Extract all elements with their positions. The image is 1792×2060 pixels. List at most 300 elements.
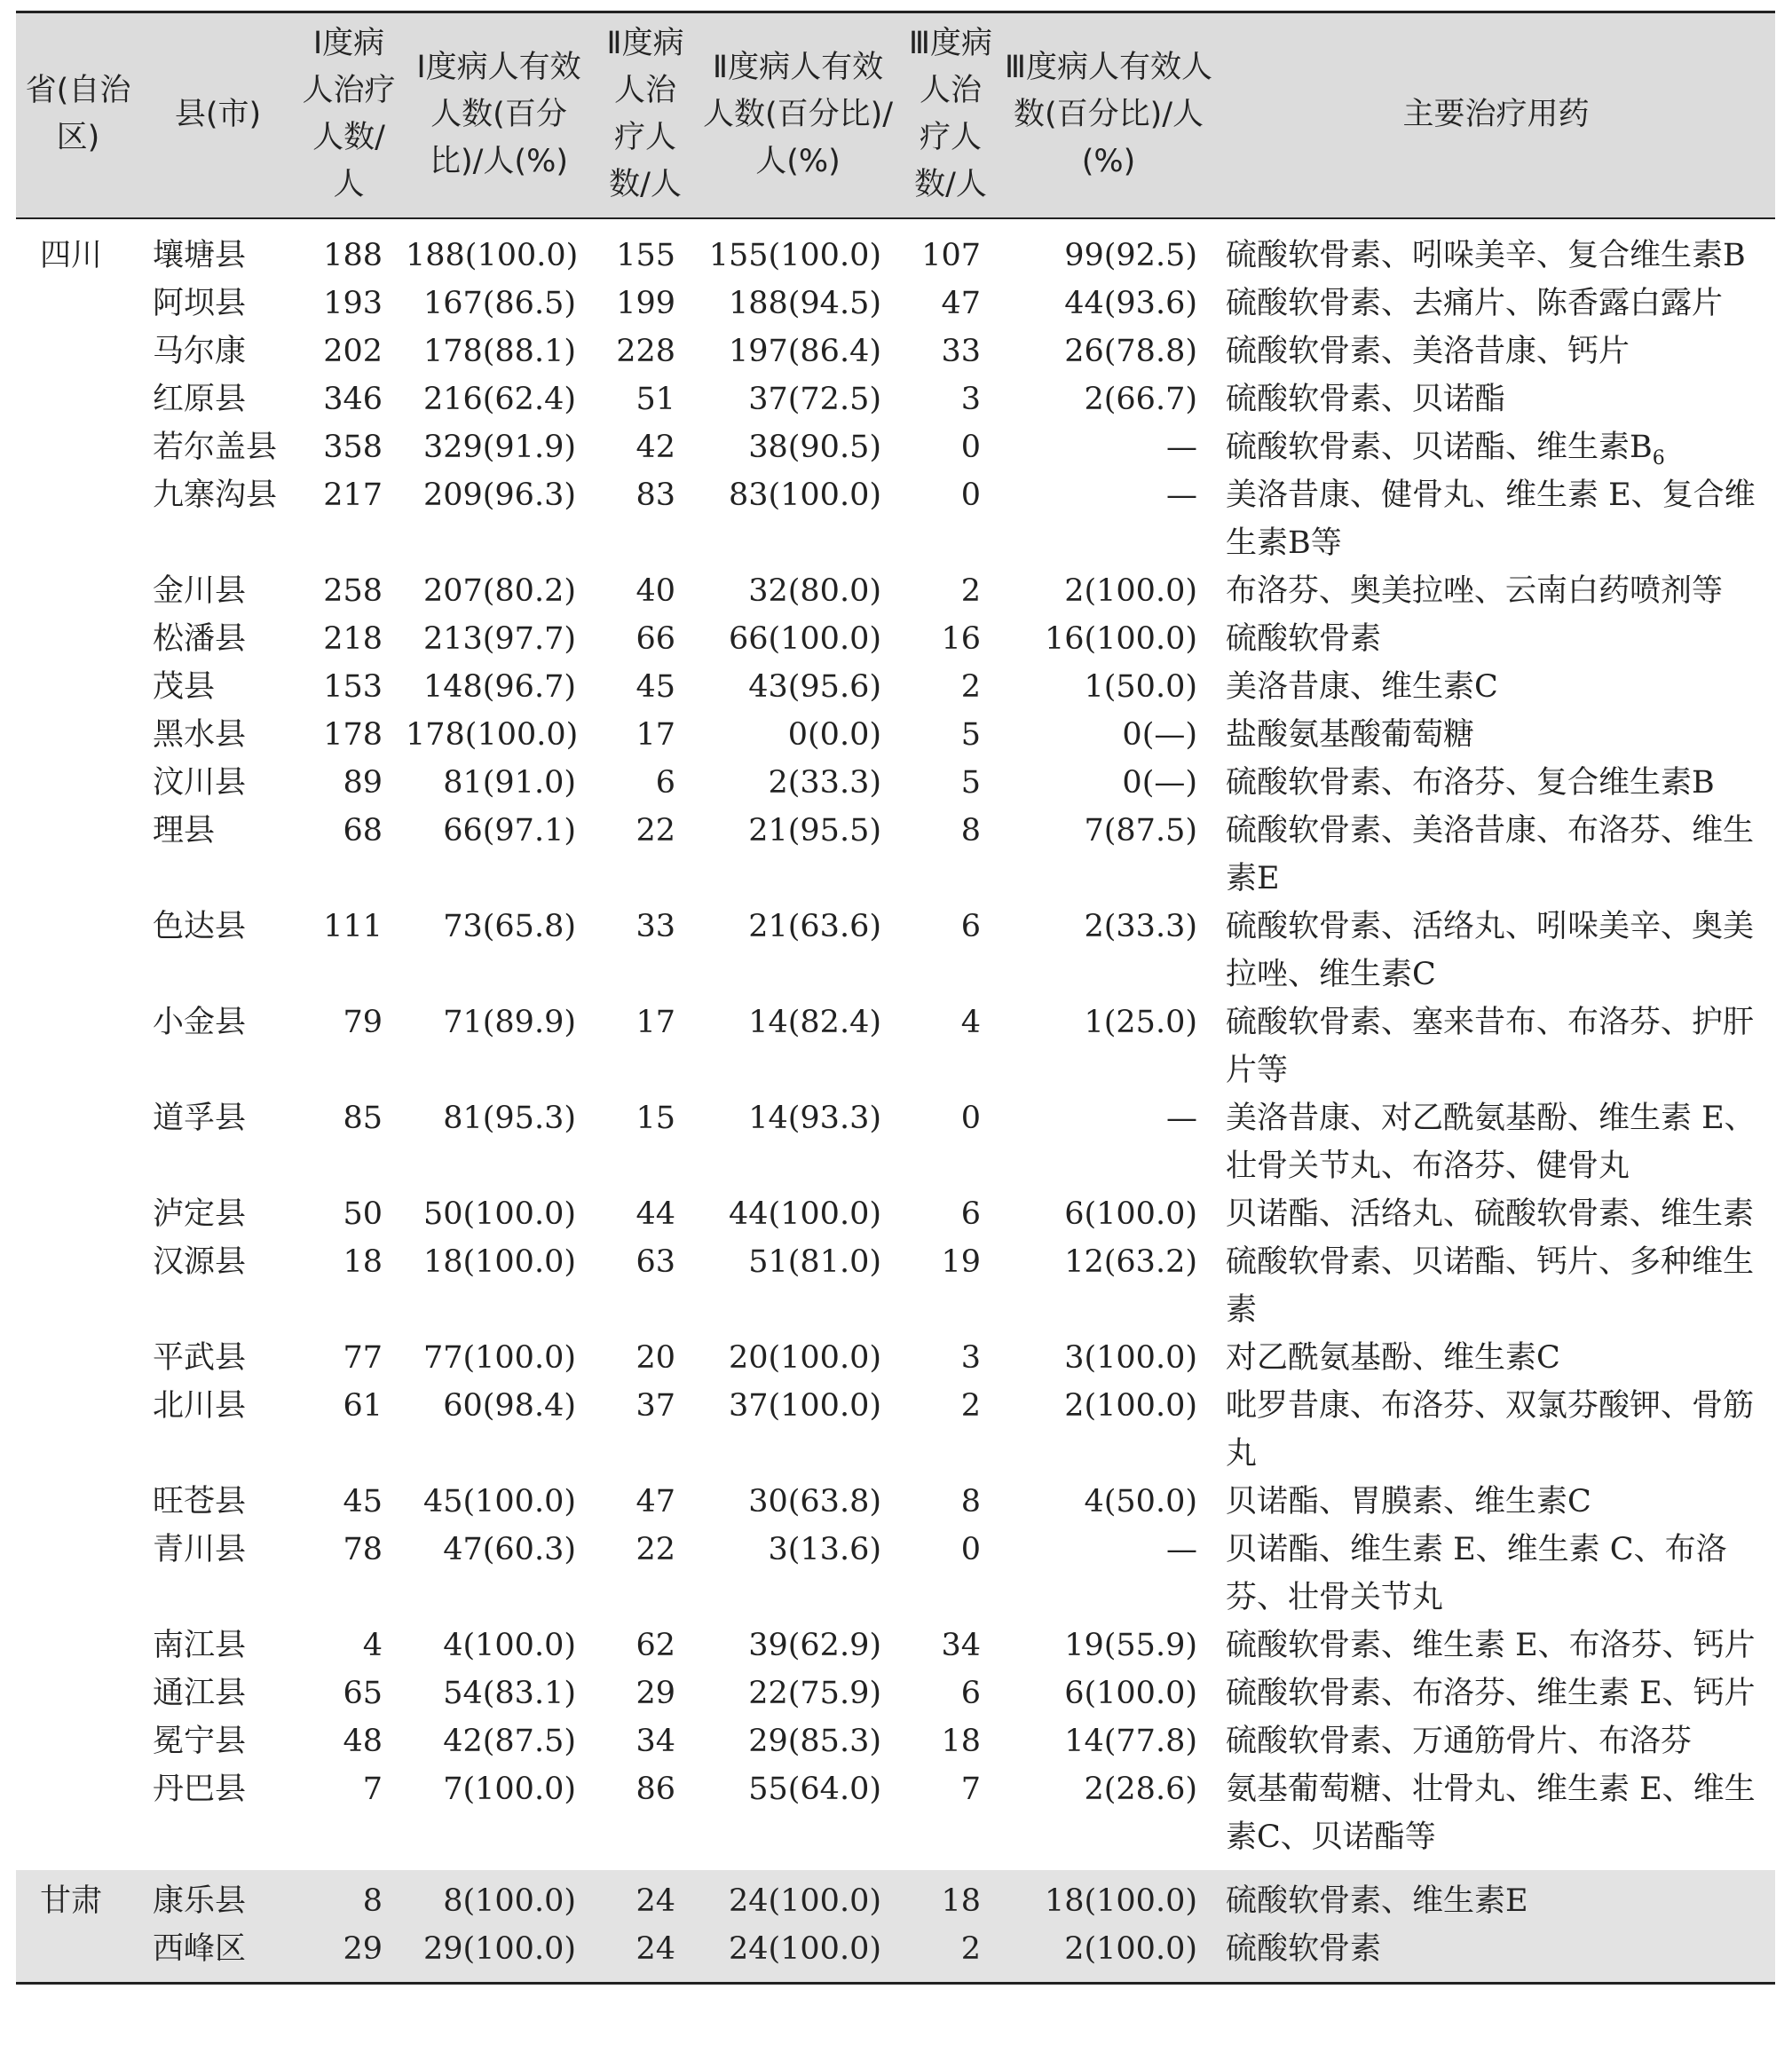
g1-treated-cell: 178 xyxy=(323,717,383,753)
drugs-cell xyxy=(1217,1190,1775,1238)
g1-treated-cell: 77 xyxy=(343,1340,383,1376)
drugs-text: 硫酸软骨素、贝诺酯 xyxy=(1226,382,1506,417)
g1-effective-cell: 7(100.0) xyxy=(443,1772,576,1807)
g2-effective-cell: 155(100.0) xyxy=(708,238,881,273)
g2-effective-cell: 38(90.5) xyxy=(748,430,881,465)
table-row xyxy=(16,471,1775,567)
province-cell xyxy=(16,711,140,759)
g1-effective-cell: 73(65.8) xyxy=(443,909,576,944)
province-cell xyxy=(16,375,140,423)
g3-treated-cell: 33 xyxy=(941,334,981,369)
g3-effective-cell: 3(100.0) xyxy=(1064,1340,1197,1376)
g3-effective-cell: 44(93.6) xyxy=(1064,286,1197,321)
province-cell xyxy=(16,1622,140,1669)
g3-treated-cell: 8 xyxy=(960,813,981,848)
g1-effective-cell: 66(97.1) xyxy=(443,813,576,848)
g2-treated-cell: 17 xyxy=(635,717,675,753)
g1-effective-cell: 42(87.5) xyxy=(443,1724,576,1759)
county-cell: 红原县 xyxy=(153,382,247,417)
g2-treated-cell: 51 xyxy=(635,382,675,417)
g2-effective-cell: 29(85.3) xyxy=(748,1724,881,1759)
drugs-cell xyxy=(1217,471,1775,567)
table-row xyxy=(16,903,1775,998)
table-row xyxy=(16,1334,1775,1382)
drugs-cell xyxy=(1217,1870,1775,1925)
province-cell xyxy=(16,328,140,375)
table-body xyxy=(16,218,1775,1984)
drugs-text: 硫酸软骨素、美洛昔康、钙片 xyxy=(1226,334,1630,369)
province-cell xyxy=(16,1478,140,1526)
drugs-text: 硫酸软骨素、塞来昔布、布洛芬、护肝片等 xyxy=(1226,1005,1755,1088)
g1-treated-cell: 358 xyxy=(323,430,383,465)
table-row xyxy=(16,1238,1775,1334)
g2-effective-cell: 14(82.4) xyxy=(748,1005,881,1040)
g3-treated-cell: 0 xyxy=(960,1532,981,1567)
g2-effective-cell: 20(100.0) xyxy=(728,1340,881,1376)
drugs-cell xyxy=(1217,1669,1775,1717)
g2-treated-cell: 63 xyxy=(635,1244,675,1280)
drugs-cell xyxy=(1217,1238,1775,1334)
g1-treated-cell: 188 xyxy=(323,238,383,273)
g2-treated-cell: 24 xyxy=(635,1931,675,1967)
table-row xyxy=(16,280,1775,328)
treatment-table xyxy=(16,11,1775,1985)
g3-effective-cell: 6(100.0) xyxy=(1064,1196,1197,1232)
g1-effective-cell: 329(91.9) xyxy=(422,430,576,465)
g3-effective-cell: 1(50.0) xyxy=(1084,669,1197,705)
province-cell xyxy=(16,663,140,711)
g3-effective-cell: — xyxy=(1166,478,1197,513)
county-cell: 西峰区 xyxy=(153,1931,247,1967)
county-cell: 丹巴县 xyxy=(153,1772,247,1807)
drugs-cell xyxy=(1217,328,1775,375)
g1-effective-cell: 178(88.1) xyxy=(422,334,576,369)
g3-effective-cell: 12(63.2) xyxy=(1064,1244,1197,1280)
drugs-text: 硫酸软骨素、吲哚美辛、复合维生素B xyxy=(1226,238,1746,273)
drugs-cell xyxy=(1217,663,1775,711)
table-row xyxy=(16,615,1775,663)
g3-effective-cell: 2(100.0) xyxy=(1064,1388,1197,1424)
drugs-text: 贝诺酯、活络丸、硫酸软骨素、维生素 xyxy=(1226,1196,1755,1232)
table-row xyxy=(16,1094,1775,1190)
drugs-cell xyxy=(1217,615,1775,663)
county-cell: 旺苍县 xyxy=(153,1484,247,1519)
g1-treated-cell: 18 xyxy=(343,1244,383,1280)
g1-treated-cell: 4 xyxy=(362,1628,383,1663)
drugs-subscript: 6 xyxy=(1652,447,1665,470)
g2-treated-cell: 15 xyxy=(635,1101,675,1136)
county-cell: 汶川县 xyxy=(153,765,247,801)
g3-treated-cell: 18 xyxy=(941,1883,981,1919)
g1-treated-cell: 68 xyxy=(343,813,383,848)
g1-effective-cell: 188(100.0) xyxy=(406,238,579,273)
province-cell xyxy=(16,1526,140,1622)
g3-effective-cell: — xyxy=(1166,1532,1197,1567)
g1-treated-cell: 8 xyxy=(362,1883,383,1919)
g2-effective-cell: 21(95.5) xyxy=(748,813,881,848)
header-drugs: 主要治疗用药 xyxy=(1402,96,1590,132)
table-row xyxy=(16,663,1775,711)
g3-effective-cell: 2(66.7) xyxy=(1084,382,1197,417)
g1-treated-cell: 202 xyxy=(323,334,383,369)
g1-treated-cell: 89 xyxy=(343,765,383,801)
g1-treated-cell: 258 xyxy=(323,573,383,609)
drugs-text: 硫酸软骨素、维生素 E、布洛芬、钙片 xyxy=(1226,1628,1756,1663)
g2-effective-cell: 24(100.0) xyxy=(728,1883,881,1919)
g3-effective-cell: 6(100.0) xyxy=(1064,1676,1197,1711)
g1-effective-cell: 54(83.1) xyxy=(443,1676,576,1711)
g1-effective-cell: 29(100.0) xyxy=(422,1931,576,1967)
county-cell: 马尔康 xyxy=(153,334,247,369)
header-province: 省(自治区) xyxy=(25,73,131,155)
g3-treated-cell: 18 xyxy=(941,1724,981,1759)
g3-treated-cell: 5 xyxy=(960,717,981,753)
g2-effective-cell: 43(95.6) xyxy=(748,669,881,705)
drugs-text: 硫酸软骨素 xyxy=(1226,1931,1382,1967)
header-g1-effective: Ⅰ度病人有效人数(百分比)/人(%) xyxy=(416,49,581,179)
g1-effective-cell: 207(80.2) xyxy=(422,573,576,609)
g1-treated-cell: 217 xyxy=(323,478,383,513)
g3-treated-cell: 6 xyxy=(960,1196,981,1232)
g1-treated-cell: 85 xyxy=(343,1101,383,1136)
g3-treated-cell: 2 xyxy=(960,669,981,705)
table-header xyxy=(16,12,1775,219)
g1-effective-cell: 8(100.0) xyxy=(443,1883,576,1919)
drugs-text: 硫酸软骨素、去痛片、陈香露白露片 xyxy=(1226,286,1724,321)
table-row xyxy=(16,998,1775,1094)
table-row xyxy=(16,1382,1775,1478)
drugs-cell xyxy=(1217,280,1775,328)
drugs-text: 布洛芬、奥美拉唑、云南白药喷剂等 xyxy=(1226,573,1724,609)
g1-effective-cell: 148(96.7) xyxy=(422,669,576,705)
drugs-cell xyxy=(1217,375,1775,423)
g2-treated-cell: 44 xyxy=(635,1196,675,1232)
county-cell: 南江县 xyxy=(153,1628,247,1663)
g2-effective-cell: 66(100.0) xyxy=(728,621,881,657)
g2-treated-cell: 6 xyxy=(655,765,675,801)
table-row xyxy=(16,218,1775,280)
drugs-cell xyxy=(1217,423,1775,471)
drugs-cell xyxy=(1217,567,1775,615)
table-row xyxy=(16,1717,1775,1765)
province-cell xyxy=(16,1382,140,1478)
g1-treated-cell: 79 xyxy=(343,1005,383,1040)
g3-treated-cell: 3 xyxy=(960,382,981,417)
g2-treated-cell: 24 xyxy=(635,1883,675,1919)
header-county: 县(市) xyxy=(174,96,262,132)
drugs-cell xyxy=(1217,807,1775,903)
g3-effective-cell: 14(77.8) xyxy=(1064,1724,1197,1759)
table-row xyxy=(16,1669,1775,1717)
county-cell: 小金县 xyxy=(153,1005,247,1040)
g2-effective-cell: 0(0.0) xyxy=(787,717,881,753)
province-cell xyxy=(16,1238,140,1334)
g2-effective-cell: 188(94.5) xyxy=(728,286,881,321)
g1-effective-cell: 81(95.3) xyxy=(443,1101,576,1136)
g3-effective-cell: 7(87.5) xyxy=(1084,813,1197,848)
g2-treated-cell: 40 xyxy=(635,573,675,609)
g2-treated-cell: 228 xyxy=(616,334,675,369)
drugs-text: 硫酸软骨素、美洛昔康、布洛芬、维生素E xyxy=(1226,813,1755,896)
province-cell xyxy=(16,471,140,567)
county-cell: 北川县 xyxy=(153,1388,247,1424)
header-g1-treated: Ⅰ度病人治疗人数/人 xyxy=(302,26,396,202)
g3-effective-cell: 26(78.8) xyxy=(1064,334,1197,369)
county-cell: 阿坝县 xyxy=(153,286,247,321)
drugs-text: 美洛昔康、对乙酰氨基酚、维生素 E、壮骨关节丸、布洛芬、健骨丸 xyxy=(1226,1101,1756,1184)
g2-treated-cell: 33 xyxy=(635,909,675,944)
drugs-text: 美洛昔康、健骨丸、维生素 E、复合维生素B等 xyxy=(1226,478,1756,561)
drugs-text: 美洛昔康、维生素C xyxy=(1226,669,1498,705)
g1-effective-cell: 178(100.0) xyxy=(406,717,579,753)
g3-effective-cell: 4(50.0) xyxy=(1084,1484,1197,1519)
g1-effective-cell: 216(62.4) xyxy=(422,382,576,417)
county-cell: 茂县 xyxy=(153,669,216,705)
g2-effective-cell: 55(64.0) xyxy=(748,1772,881,1807)
g3-treated-cell: 19 xyxy=(941,1244,981,1280)
county-cell: 通江县 xyxy=(153,1676,247,1711)
table-row xyxy=(16,567,1775,615)
g2-treated-cell: 22 xyxy=(635,1532,675,1567)
g1-treated-cell: 45 xyxy=(343,1484,383,1519)
g3-effective-cell: 1(25.0) xyxy=(1084,1005,1197,1040)
g3-effective-cell: 2(100.0) xyxy=(1064,1931,1197,1967)
drugs-cell xyxy=(1217,1717,1775,1765)
g2-treated-cell: 199 xyxy=(616,286,675,321)
province-cell: 四川 xyxy=(39,238,102,273)
drugs-cell xyxy=(1217,759,1775,807)
g2-treated-cell: 29 xyxy=(635,1676,675,1711)
g3-treated-cell: 0 xyxy=(960,1101,981,1136)
g3-treated-cell: 47 xyxy=(941,286,981,321)
g3-effective-cell: 99(92.5) xyxy=(1064,238,1197,273)
g1-treated-cell: 7 xyxy=(362,1772,383,1807)
county-cell: 黑水县 xyxy=(153,717,247,753)
county-cell: 若尔盖县 xyxy=(153,430,278,465)
g2-treated-cell: 155 xyxy=(616,238,675,273)
g2-treated-cell: 20 xyxy=(635,1340,675,1376)
g3-treated-cell: 6 xyxy=(960,1676,981,1711)
drugs-cell xyxy=(1217,1478,1775,1526)
g2-treated-cell: 47 xyxy=(635,1484,675,1519)
g3-effective-cell: 2(33.3) xyxy=(1084,909,1197,944)
g3-treated-cell: 2 xyxy=(960,1388,981,1424)
drugs-text: 硫酸软骨素、布洛芬、复合维生素B xyxy=(1226,765,1715,801)
table-row xyxy=(16,423,1775,471)
g2-effective-cell: 83(100.0) xyxy=(728,478,881,513)
drugs-text: 硫酸软骨素 xyxy=(1226,621,1382,657)
county-cell: 冕宁县 xyxy=(153,1724,247,1759)
province-cell xyxy=(16,998,140,1094)
table-row xyxy=(16,1765,1775,1870)
g1-effective-cell: 71(89.9) xyxy=(443,1005,576,1040)
g2-treated-cell: 22 xyxy=(635,813,675,848)
g2-effective-cell: 37(100.0) xyxy=(728,1388,881,1424)
g3-treated-cell: 8 xyxy=(960,1484,981,1519)
g3-effective-cell: 0(—) xyxy=(1122,765,1197,801)
county-cell: 松潘县 xyxy=(153,621,247,657)
g1-effective-cell: 77(100.0) xyxy=(422,1340,576,1376)
g2-effective-cell: 39(62.9) xyxy=(748,1628,881,1663)
g2-effective-cell: 21(63.6) xyxy=(748,909,881,944)
province-cell xyxy=(16,1717,140,1765)
table-row xyxy=(16,807,1775,903)
province-cell xyxy=(16,1765,140,1870)
header-g2-effective: Ⅱ度病人有效人数(百分比)/人(%) xyxy=(702,49,894,179)
g2-effective-cell: 3(13.6) xyxy=(768,1532,881,1567)
g3-effective-cell: 16(100.0) xyxy=(1044,621,1197,657)
province-cell xyxy=(16,759,140,807)
g1-effective-cell: 209(96.3) xyxy=(422,478,576,513)
province-cell xyxy=(16,1190,140,1238)
drugs-cell xyxy=(1217,1765,1775,1870)
g1-effective-cell: 45(100.0) xyxy=(422,1484,576,1519)
g1-effective-cell: 81(91.0) xyxy=(443,765,576,801)
g2-treated-cell: 62 xyxy=(635,1628,675,1663)
drugs-text: 硫酸软骨素、万通筋骨片、布洛芬 xyxy=(1226,1724,1693,1759)
province-cell xyxy=(16,280,140,328)
g3-treated-cell: 5 xyxy=(960,765,981,801)
drugs-text: 贝诺酯、维生素 E、维生素 C、布洛芬、壮骨关节丸 xyxy=(1226,1532,1727,1615)
table-row xyxy=(16,1526,1775,1622)
g1-effective-cell: 47(60.3) xyxy=(443,1532,576,1567)
g3-effective-cell: 18(100.0) xyxy=(1044,1883,1197,1919)
county-cell: 康乐县 xyxy=(153,1883,247,1919)
g3-treated-cell: 6 xyxy=(960,909,981,944)
g2-effective-cell: 24(100.0) xyxy=(728,1931,881,1967)
province-cell xyxy=(16,807,140,903)
county-cell: 道孚县 xyxy=(153,1101,247,1136)
g2-effective-cell: 14(93.3) xyxy=(748,1101,881,1136)
table-row xyxy=(16,1190,1775,1238)
table-row xyxy=(16,1925,1775,1984)
g3-treated-cell: 4 xyxy=(960,1005,981,1040)
g2-effective-cell: 22(75.9) xyxy=(748,1676,881,1711)
g1-treated-cell: 346 xyxy=(323,382,383,417)
province-cell xyxy=(16,1669,140,1717)
county-cell: 泸定县 xyxy=(153,1196,247,1232)
table-row xyxy=(16,328,1775,375)
g1-treated-cell: 153 xyxy=(323,669,383,705)
g2-treated-cell: 42 xyxy=(635,430,675,465)
province-cell xyxy=(16,567,140,615)
g2-treated-cell: 17 xyxy=(635,1005,675,1040)
header-g3-treated: Ⅲ度病人治疗人数/人 xyxy=(908,26,993,202)
drugs-cell xyxy=(1217,1382,1775,1478)
g3-treated-cell: 0 xyxy=(960,478,981,513)
county-cell: 汉源县 xyxy=(153,1244,247,1280)
g3-effective-cell: — xyxy=(1166,430,1197,465)
g3-treated-cell: 3 xyxy=(960,1340,981,1376)
province-cell xyxy=(16,903,140,998)
county-cell: 壤塘县 xyxy=(153,238,247,273)
g1-treated-cell: 61 xyxy=(343,1388,383,1424)
g3-treated-cell: 107 xyxy=(921,238,981,273)
drugs-text: 氨基葡萄糖、壮骨丸、维生素 E、维生素C、贝诺酯等 xyxy=(1226,1772,1756,1855)
g1-treated-cell: 50 xyxy=(343,1196,383,1232)
county-cell: 青川县 xyxy=(153,1532,247,1567)
province-cell xyxy=(16,615,140,663)
drugs-text: 硫酸软骨素、维生素E xyxy=(1226,1883,1528,1919)
drugs-cell xyxy=(1217,711,1775,759)
drugs-text: 硫酸软骨素、活络丸、吲哚美辛、奥美拉唑、维生素C xyxy=(1226,909,1755,992)
g2-treated-cell: 83 xyxy=(635,478,675,513)
drugs-cell xyxy=(1217,1094,1775,1190)
g1-effective-cell: 4(100.0) xyxy=(443,1628,576,1663)
drugs-cell xyxy=(1217,1925,1775,1984)
g1-treated-cell: 78 xyxy=(343,1532,383,1567)
g2-treated-cell: 34 xyxy=(635,1724,675,1759)
drugs-text: 吡罗昔康、布洛芬、双氯芬酸钾、骨筋丸 xyxy=(1226,1388,1755,1472)
g1-treated-cell: 29 xyxy=(343,1931,383,1967)
g1-effective-cell: 50(100.0) xyxy=(422,1196,576,1232)
province-cell xyxy=(16,1334,140,1382)
g1-treated-cell: 193 xyxy=(323,286,383,321)
g3-treated-cell: 2 xyxy=(960,573,981,609)
county-cell: 理县 xyxy=(153,813,216,848)
drugs-text: 盐酸氨基酸葡萄糖 xyxy=(1226,717,1475,753)
drugs-text: 硫酸软骨素、贝诺酯、钙片、多种维生素 xyxy=(1226,1244,1755,1328)
g2-treated-cell: 45 xyxy=(635,669,675,705)
g2-treated-cell: 66 xyxy=(635,621,675,657)
g3-treated-cell: 34 xyxy=(941,1628,981,1663)
g2-effective-cell: 2(33.3) xyxy=(768,765,881,801)
drugs-text: 硫酸软骨素、贝诺酯、维生素B xyxy=(1226,430,1653,465)
g3-effective-cell: 19(55.9) xyxy=(1064,1628,1197,1663)
drugs-cell xyxy=(1217,1526,1775,1622)
table-row xyxy=(16,759,1775,807)
g2-effective-cell: 32(80.0) xyxy=(748,573,881,609)
g3-effective-cell: 2(28.6) xyxy=(1084,1772,1197,1807)
g1-treated-cell: 111 xyxy=(323,909,383,944)
g3-treated-cell: 7 xyxy=(960,1772,981,1807)
g2-effective-cell: 37(72.5) xyxy=(748,382,881,417)
drugs-text: 贝诺酯、胃膜素、维生素C xyxy=(1226,1484,1591,1519)
g1-effective-cell: 167(86.5) xyxy=(422,286,576,321)
header-g3-effective: Ⅲ度病人有效人数(百分比)/人(%) xyxy=(1004,49,1213,179)
g3-treated-cell: 0 xyxy=(960,430,981,465)
g1-treated-cell: 48 xyxy=(343,1724,383,1759)
g1-effective-cell: 213(97.7) xyxy=(422,621,576,657)
g3-effective-cell: — xyxy=(1166,1101,1197,1136)
table-row xyxy=(16,1478,1775,1526)
g1-effective-cell: 60(98.4) xyxy=(443,1388,576,1424)
drugs-cell xyxy=(1217,218,1775,280)
header-g2-treated: Ⅱ度病人治疗人数/人 xyxy=(606,26,684,202)
g1-treated-cell: 218 xyxy=(323,621,383,657)
g2-treated-cell: 37 xyxy=(635,1388,675,1424)
g3-effective-cell: 2(100.0) xyxy=(1064,573,1197,609)
province-cell xyxy=(16,1094,140,1190)
g2-effective-cell: 51(81.0) xyxy=(748,1244,881,1280)
province-cell xyxy=(16,423,140,471)
county-cell: 平武县 xyxy=(153,1340,247,1376)
county-cell: 金川县 xyxy=(153,573,247,609)
drugs-cell xyxy=(1217,998,1775,1094)
g2-effective-cell: 197(86.4) xyxy=(728,334,881,369)
drugs-text: 对乙酰氨基酚、维生素C xyxy=(1226,1340,1560,1376)
g2-treated-cell: 86 xyxy=(635,1772,675,1807)
g3-treated-cell: 16 xyxy=(941,621,981,657)
table-row xyxy=(16,1870,1775,1925)
g3-effective-cell: 0(—) xyxy=(1122,717,1197,753)
g2-effective-cell: 44(100.0) xyxy=(728,1196,881,1232)
county-cell: 九寨沟县 xyxy=(153,478,278,513)
g3-treated-cell: 2 xyxy=(960,1931,981,1967)
table-row xyxy=(16,711,1775,759)
province-cell xyxy=(16,1925,140,1984)
table-row xyxy=(16,375,1775,423)
